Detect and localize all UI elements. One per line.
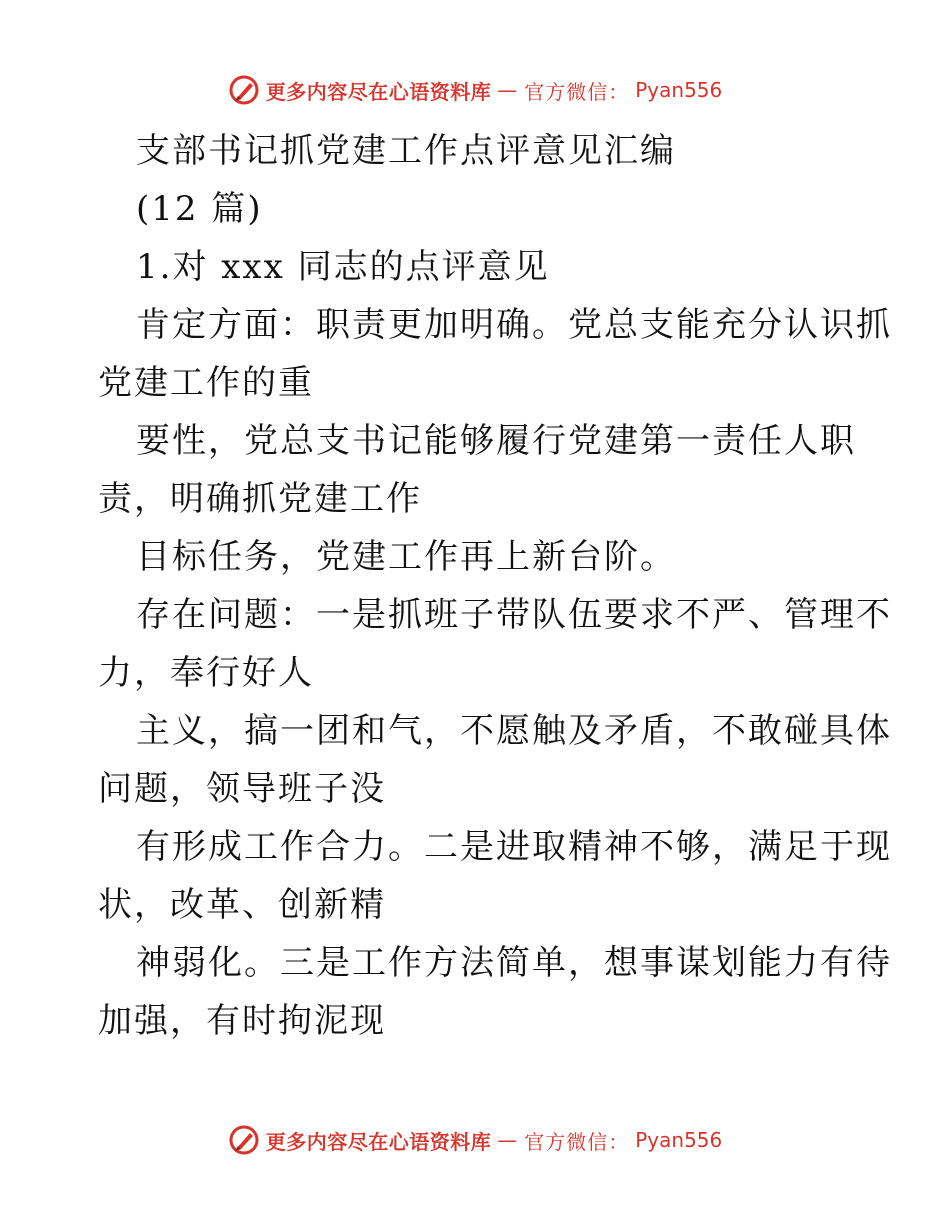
header-watermark [0, 74, 950, 106]
watermark-wechat-id: Pyan556 [635, 78, 723, 102]
document-title: 支部书记抓党建工作点评意见汇编 [136, 131, 676, 171]
document-subtitle: (12 篇) [136, 189, 263, 229]
brush-pen-icon [228, 74, 260, 106]
text-line: 党建工作的重 [98, 363, 314, 403]
brush-pen-icon [228, 1124, 260, 1156]
document-body [98, 122, 892, 1050]
text-line: 目标任务，党建工作再上新台阶。 [136, 537, 676, 577]
text-line: 1.对 xxx 同志的点评意见 [136, 247, 550, 287]
watermark-wechat-id: Pyan556 [635, 1128, 723, 1152]
text-line: 有形成工作合力。二是进取精神不够，满足于现 [136, 827, 892, 867]
watermark-official-label: 官方微信： [524, 1129, 630, 1154]
text-line: 加强，有时拘泥现 [98, 1001, 386, 1041]
text-line: 状，改革、创新精 [98, 885, 386, 925]
watermark-official-label: 官方微信： [524, 79, 630, 104]
text-line: 存在问题：一是抓班子带队伍要求不严、管理不 [136, 595, 892, 635]
text-line: 力，奉行好人 [98, 653, 314, 693]
text-line: 肯定方面：职责更加明确。党总支能充分认识抓 [136, 305, 892, 345]
watermark-separator: — [497, 78, 519, 102]
watermark-brand: 更多内容尽在心语资料库 [265, 1129, 492, 1154]
watermark-brand: 更多内容尽在心语资料库 [265, 79, 492, 104]
text-line: 神弱化。三是工作方法简单，想事谋划能力有待 [136, 943, 892, 983]
text-line: 要性，党总支书记能够履行党建第一责任人职 [136, 421, 856, 461]
watermark-separator: — [497, 1128, 519, 1152]
text-line: 问题，领导班子没 [98, 769, 386, 809]
text-line: 主义，搞一团和气，不愿触及矛盾，不敢碰具体 [136, 711, 892, 751]
text-line: 责，明确抓党建工作 [98, 479, 422, 519]
footer-watermark [0, 1124, 950, 1156]
